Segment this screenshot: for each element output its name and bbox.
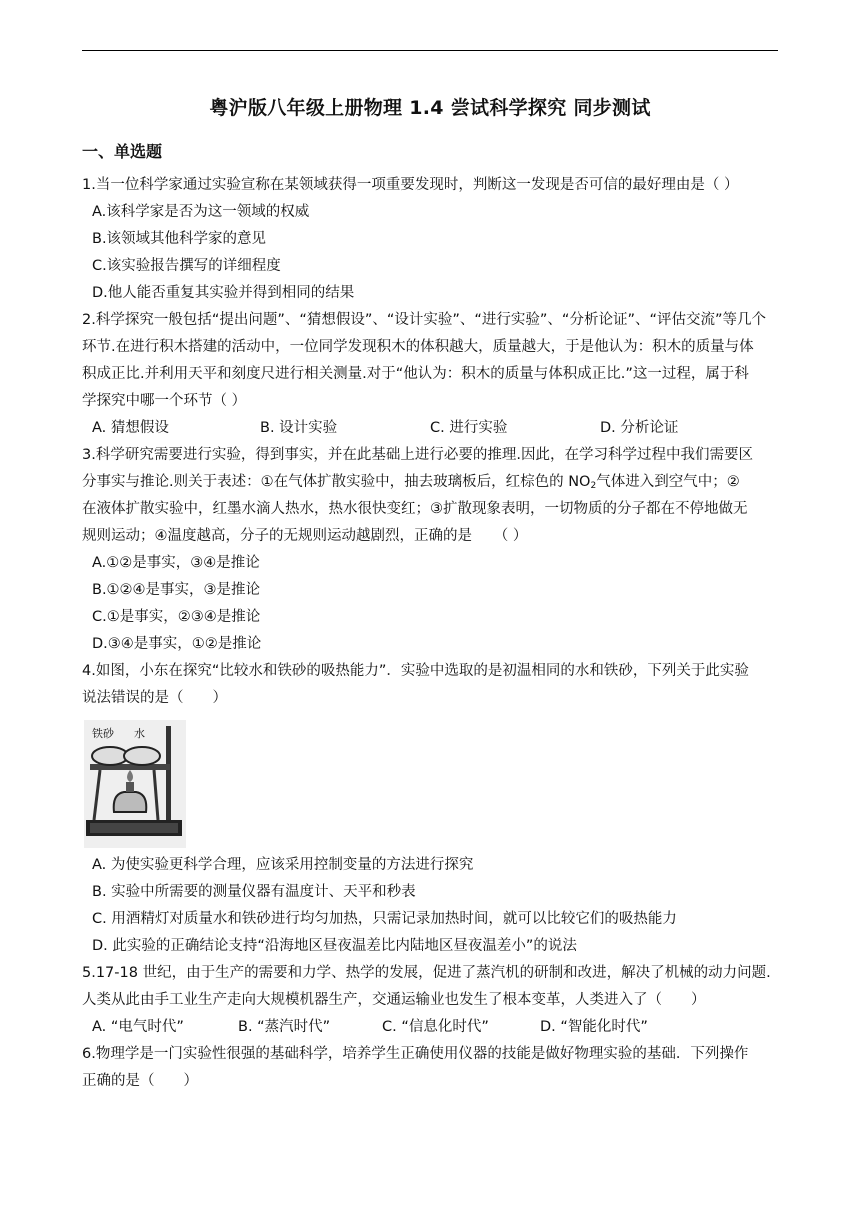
top-rule: [82, 50, 778, 51]
question-6-line-1: 6.物理学是一门实验性很强的基础科学，培养学生正确使用仪器的技能是做好物理实验的基础．下列操作: [82, 1046, 749, 1062]
q3-line-2-text: 分事实与推论.则关于表述：①在气体扩散实验中，抽去玻璃板后，红棕色的 NO: [82, 474, 591, 490]
question-5-line-1: 5.17-18 世纪，由于生产的需要和力学、热学的发展，促进了蒸汽机的研制和改进，解决了机械的动力问题.: [82, 965, 771, 981]
question-3-line-1: 3.科学研究需要进行实验，得到事实，并在此基础上进行必要的推理.因此，在学习科学过程中我们需要区: [82, 447, 753, 463]
figure-label-iron-sand: 铁砂: [92, 727, 114, 740]
q4-option-b: B. 实验中所需要的测量仪器有温度计、天平和秒表: [92, 884, 416, 900]
question-3-line-2: [82, 469, 782, 496]
no2-subscript: 2: [590, 481, 597, 491]
question-3-line-4: 规则运动；④温度越高，分子的无规则运动越剧烈，正确的是 （ ）: [82, 528, 528, 544]
q5-option-c: C. “信息化时代”: [382, 1019, 489, 1035]
section-heading: 一、单选题: [82, 142, 163, 161]
question-2-line-2: 环节.在进行积木搭建的活动中，一位同学发现积木的体积越大，质量越大，于是他认为：积木的质量与体: [82, 339, 754, 355]
q3-line-2-tail: 气体进入到空气中；②: [596, 474, 740, 490]
question-list: [82, 172, 782, 1095]
q5-option-d: D. “智能化时代”: [540, 1019, 648, 1035]
q3-option-a: A.①②是事实，③④是推论: [92, 555, 260, 571]
q3-option-c: C.①是事实，②③④是推论: [92, 609, 261, 625]
q4-option-d: D. 此实验的正确结论支持“沿海地区昼夜温差比内陆地区昼夜温差小”的说法: [92, 938, 577, 954]
question-4-line-2: 说法错误的是（ ）: [82, 690, 227, 706]
experiment-figure: [84, 720, 186, 848]
q2-options-row: [82, 415, 782, 442]
question-1-stem: 1.当一位科学家通过实验宣称在某领域获得一项重要发现时，判断这一发现是否可信的最好理由是（ ）: [82, 177, 739, 193]
q2-option-a: A. 猜想假设: [92, 420, 169, 436]
question-2-line-3: 积成正比.并利用天平和刻度尺进行相关测量.对于“他认为：积木的质量与体积成正比.”这一过程，属于科: [82, 366, 749, 382]
question-2-line-4: 学探究中哪一个环节（ ）: [82, 393, 247, 409]
q2-option-b: B. 设计实验: [260, 420, 338, 436]
q1-option-c: C.该实验报告撰写的详细程度: [92, 258, 281, 274]
q5-option-a: A. “电气时代”: [92, 1019, 184, 1035]
heating-apparatus-illustration: [84, 720, 186, 848]
question-6-line-2: 正确的是（ ）: [82, 1073, 198, 1089]
question-4-line-1: 4.如图，小东在探究“比较水和铁砂的吸热能力”．实验中选取的是初温相同的水和铁砂，下列关于此实验: [82, 663, 749, 679]
question-3-line-3: 在液体扩散实验中，红墨水滴人热水，热水很快变红；③扩散现象表明，一切物质的分子都在不停地做无: [82, 501, 748, 517]
q5-options-row: [82, 1014, 782, 1041]
q2-option-c: C. 进行实验: [430, 420, 508, 436]
q1-option-b: B.该领域其他科学家的意见: [92, 231, 267, 247]
question-2-line-1: 2.科学探究一般包括“提出问题”、“猜想假设”、“设计实验”、“进行实验”、“分析论证”、“评估交流”等几个: [82, 312, 766, 328]
q4-option-a: A. 为使实验更科学合理，应该采用控制变量的方法进行探究: [92, 857, 474, 873]
q1-option-a: A.该科学家是否为这一领域的权威: [92, 204, 310, 220]
q2-option-d: D. 分析论证: [600, 420, 679, 436]
q4-option-c: C. 用酒精灯对质量水和铁砂进行均匀加热，只需记录加热时间，就可以比较它们的吸热能力: [92, 911, 677, 927]
figure-label-water: 水: [134, 727, 145, 740]
q3-option-d: D.③④是事实，①②是推论: [92, 636, 262, 652]
q1-option-d: D.他人能否重复其实验并得到相同的结果: [92, 285, 355, 301]
q3-option-b: B.①②④是事实，③是推论: [92, 582, 261, 598]
question-5-line-2: 人类从此由手工业生产走向大规模机器生产，交通运输业也发生了根本变革，人类进入了（ ）: [82, 992, 706, 1008]
page-title: 粤沪版八年级上册物理 1.4 尝试科学探究 同步测试: [209, 97, 651, 119]
q5-option-b: B. “蒸汽时代”: [238, 1019, 331, 1035]
